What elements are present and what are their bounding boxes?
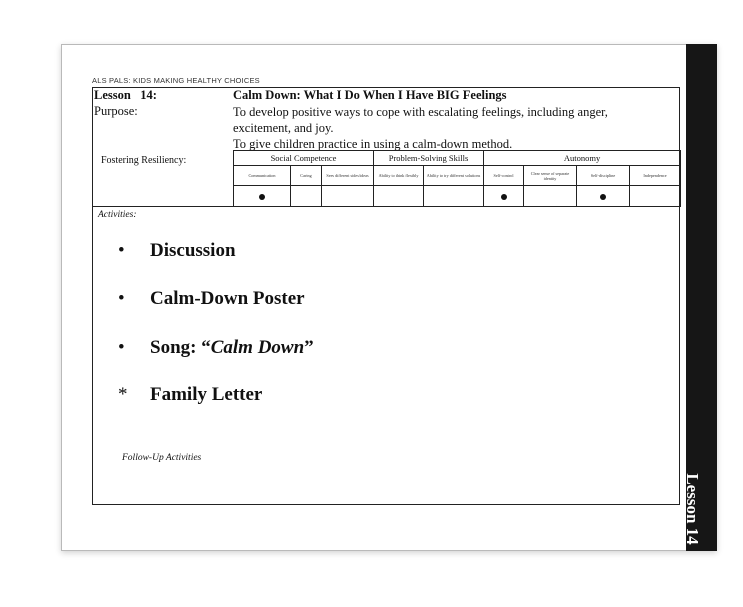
subcategory-cell: Communication <box>234 166 291 186</box>
lesson-label-text: Lesson <box>94 88 131 102</box>
mark-cell <box>322 186 374 207</box>
mark-cell <box>374 186 424 207</box>
category-social-competence: Social Competence <box>234 151 374 166</box>
activity-item <box>118 384 262 406</box>
activity-text: Discussion <box>150 240 236 261</box>
activities-label: Activities: <box>98 210 137 220</box>
subcategory-cell: Self-control <box>484 166 524 186</box>
purpose-text <box>233 104 653 152</box>
marks-row <box>234 186 681 207</box>
category-problem-solving: Problem-Solving Skills <box>374 151 484 166</box>
mark-cell <box>524 186 577 207</box>
purpose-line: To give children practice in using a calm-down method. <box>233 137 513 151</box>
activity-item <box>118 337 314 359</box>
subcategory-cell: Clear sense of separate identity <box>524 166 577 186</box>
lesson-side-tab <box>682 44 717 551</box>
bullet-dot-icon <box>501 194 507 200</box>
subcategory-cell: Independence <box>630 166 681 186</box>
subcategory-cell: Ability to think flexibly <box>374 166 424 186</box>
activity-text-prefix: Song: “ <box>150 337 211 358</box>
bullet-dot-icon <box>259 194 265 200</box>
subcategory-cell: Self-discipline <box>577 166 630 186</box>
activity-item <box>118 240 236 262</box>
activity-text: Calm-Down Poster <box>150 288 305 309</box>
mark-cell <box>291 186 322 207</box>
lesson-number-text: 14: <box>140 88 157 102</box>
lesson-number <box>94 88 157 103</box>
mark-cell <box>234 186 291 207</box>
purpose-line: To develop positive ways to cope with escalating feelings, including anger, <box>233 105 608 119</box>
follow-up-label: Follow-Up Activities <box>122 453 202 463</box>
resiliency-skills-table <box>233 150 681 207</box>
side-tab-label: Lesson 14 <box>682 473 702 545</box>
subcategory-cell: Caring <box>291 166 322 186</box>
category-autonomy: Autonomy <box>484 151 681 166</box>
fostering-resiliency-label: Fostering Resiliency: <box>101 155 187 166</box>
mark-cell <box>424 186 484 207</box>
purpose-label: Purpose: <box>94 104 138 118</box>
mark-cell <box>484 186 524 207</box>
purpose-line: excitement, and joy. <box>233 121 334 135</box>
bullet-dot-icon <box>600 194 606 200</box>
subcategory-cell: Sees different sides/ideas <box>322 166 374 186</box>
asterisk-marker: * <box>118 384 128 405</box>
subcategory-cell: Ability to try different solutions <box>424 166 484 186</box>
lesson-title: Calm Down: What I Do When I Have BIG Feelings <box>233 88 507 102</box>
activity-item <box>118 288 305 310</box>
running-header: ALS PALS: KIDS MAKING HEALTHY CHOICES <box>92 76 260 85</box>
song-title: Calm Down <box>210 337 305 358</box>
bullet-marker: • <box>118 288 125 309</box>
mark-cell <box>630 186 681 207</box>
activity-text: Family Letter <box>150 384 263 405</box>
bullet-marker: • <box>118 337 125 358</box>
mark-cell <box>577 186 630 207</box>
bullet-marker: • <box>118 240 125 261</box>
activity-text-suffix: ” <box>304 337 314 358</box>
